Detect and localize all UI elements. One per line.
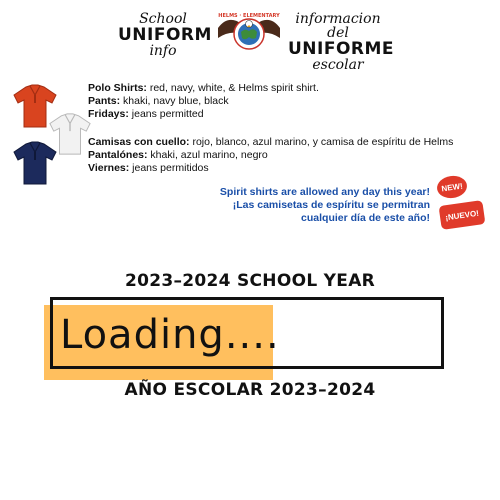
header-school-label: School bbox=[139, 11, 187, 27]
camisas-line: Camisas con cuello: rojo, blanco, azul marino, y camisa de espíritu de Helms bbox=[88, 136, 454, 148]
header-uniform-label: UNIFORM bbox=[118, 25, 212, 45]
spirit-notice-english: Spirit shirts are allowed any day this year! bbox=[219, 186, 430, 198]
nuevo-badge: ¡NUEVO! bbox=[439, 200, 486, 230]
helms-elementary-logo bbox=[212, 10, 286, 58]
header-informacion-uniforme bbox=[288, 11, 395, 73]
spirit-notice-spanish-1: ¡Las camisetas de espíritu se permitran bbox=[232, 199, 430, 211]
pantalones-line: Pantalónes: khaki, azul marino, negro bbox=[88, 149, 268, 161]
polo-shirts-line: Polo Shirts: red, navy, white, & Helms spirit shirt. bbox=[88, 82, 319, 94]
header-uniforme-label: UNIFORME bbox=[288, 39, 395, 59]
header-informacion-label: informacion del bbox=[295, 11, 381, 41]
english-uniform-info bbox=[88, 82, 319, 121]
spirit-shirt-notice bbox=[220, 186, 430, 225]
loading-text: Loading.... bbox=[60, 312, 280, 358]
spirit-notice-spanish-2: cualquier día de este año! bbox=[301, 212, 430, 224]
logo-text: HELMS · ELEMENTARY bbox=[218, 13, 280, 19]
new-badge: NEW! bbox=[436, 174, 469, 200]
header-school-uniform-info bbox=[118, 11, 212, 59]
navy-polo-shirt-image bbox=[12, 140, 58, 186]
ano-escolar-heading: AÑO ESCOLAR 2023–2024 bbox=[124, 380, 376, 400]
school-year-heading: 2023–2024 SCHOOL YEAR bbox=[124, 271, 376, 291]
header-info-label: info bbox=[149, 43, 177, 59]
pants-line: Pants: khaki, navy blue, black bbox=[88, 95, 229, 107]
header-escolar-label: escolar bbox=[312, 57, 364, 73]
viernes-line: Viernes: jeans permitidos bbox=[88, 162, 209, 174]
spanish-uniform-info bbox=[88, 136, 453, 175]
fridays-line: Fridays: jeans permitted bbox=[88, 108, 204, 120]
